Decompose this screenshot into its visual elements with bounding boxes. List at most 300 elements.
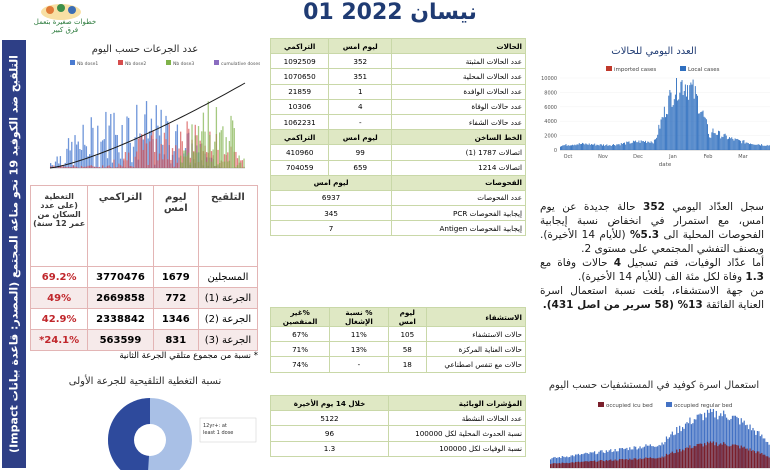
local-case-bar bbox=[701, 112, 702, 150]
x-tick: Nov bbox=[598, 154, 608, 160]
dose2-bar bbox=[122, 166, 123, 168]
dose1-bar bbox=[115, 135, 116, 168]
local-case-bar bbox=[600, 144, 601, 150]
highlight-number: 4 bbox=[614, 257, 621, 269]
local-case-bar bbox=[636, 142, 637, 150]
icu-bed-bar bbox=[634, 458, 635, 468]
local-case-bar bbox=[653, 143, 654, 150]
hosp-label: حالات العناية المركزة bbox=[427, 342, 526, 357]
dose2-bar bbox=[97, 167, 98, 168]
test-value: 7 bbox=[271, 221, 392, 236]
legend-imported: imported cases bbox=[614, 67, 656, 73]
icu-bed-bar bbox=[651, 458, 652, 468]
icu-bed-bar bbox=[678, 452, 679, 468]
icu-bed-bar bbox=[745, 449, 746, 468]
vax-header-total: التراكمي bbox=[88, 186, 153, 267]
case-daily: 351 bbox=[329, 69, 392, 84]
icu-bed-bar bbox=[601, 460, 602, 468]
local-case-bar bbox=[590, 145, 591, 150]
local-case-bar bbox=[635, 141, 636, 150]
local-case-bar bbox=[696, 94, 697, 150]
legend-swatch bbox=[214, 60, 219, 65]
vax-row-label: الجرعة (3) bbox=[198, 330, 257, 351]
dose2-bar bbox=[156, 139, 157, 168]
icu-bed-bar bbox=[623, 460, 624, 468]
dose3-bar bbox=[198, 126, 199, 168]
y-tick: 10000 bbox=[541, 76, 557, 82]
table-row bbox=[271, 426, 526, 441]
icu-bed-bar bbox=[582, 462, 583, 468]
icu-bed-bar bbox=[719, 445, 720, 468]
dose1-bar bbox=[109, 126, 110, 168]
dose1-bar bbox=[104, 139, 105, 168]
dose1-bar bbox=[148, 138, 149, 168]
local-case-bar bbox=[657, 135, 658, 150]
icu-bed-bar bbox=[554, 463, 555, 468]
dose2-bar bbox=[110, 167, 111, 168]
icu-bed-bar bbox=[553, 463, 554, 468]
case-total: 21859 bbox=[271, 84, 329, 99]
hotline-daily: 99 bbox=[329, 145, 392, 160]
dose2-bar bbox=[169, 124, 170, 168]
local-case-bar bbox=[619, 144, 620, 150]
legend-local: Local cases bbox=[688, 67, 720, 73]
legend-icu: occupied icu bed bbox=[606, 403, 653, 409]
dose1-bar bbox=[100, 142, 101, 168]
dose1-bar bbox=[78, 142, 79, 168]
icu-bed-bar bbox=[653, 458, 654, 468]
local-case-bar bbox=[612, 145, 613, 150]
local-case-bar bbox=[728, 139, 729, 150]
dose2-bar bbox=[76, 167, 77, 168]
local-case-bar bbox=[715, 133, 716, 150]
icu-bed-bar bbox=[573, 463, 574, 468]
icu-bed-bar bbox=[569, 463, 570, 468]
dose3-bar bbox=[180, 156, 181, 168]
local-case-bar bbox=[747, 143, 748, 150]
coverage-donut bbox=[80, 392, 260, 470]
dose3-bar bbox=[213, 149, 214, 168]
epi-table bbox=[270, 395, 526, 457]
dose1-bar bbox=[130, 143, 131, 168]
local-case-bar bbox=[663, 117, 664, 150]
local-case-bar bbox=[627, 142, 628, 150]
side-banner bbox=[2, 40, 26, 468]
hosp-daily: 105 bbox=[388, 327, 426, 342]
case-label: عدد حالات الشفاء bbox=[392, 114, 526, 129]
icu-bed-bar bbox=[703, 446, 704, 468]
icu-bed-bar bbox=[565, 463, 566, 468]
dose3-bar bbox=[211, 162, 212, 168]
icu-bed-bar bbox=[637, 460, 638, 468]
local-case-bar bbox=[587, 144, 588, 150]
text: أما عدّاد الوفيات، فتم تسجيل bbox=[621, 257, 764, 269]
x-tick: Oct bbox=[564, 154, 573, 160]
vaccination-chart-svg bbox=[30, 58, 260, 182]
dose3-bar bbox=[200, 147, 201, 168]
local-case-bar bbox=[661, 119, 662, 150]
icu-bed-bar bbox=[657, 458, 658, 468]
local-case-bar bbox=[606, 144, 607, 150]
icu-bed-bar bbox=[760, 454, 761, 468]
text: سجل العدّاد اليومي bbox=[665, 201, 764, 213]
local-case-bar bbox=[719, 131, 720, 150]
table-row bbox=[271, 190, 526, 205]
case-label: عدد الحالات المحلية bbox=[392, 69, 526, 84]
legend-swatch-regular bbox=[666, 402, 672, 407]
dose3-bar bbox=[227, 162, 228, 168]
dose2-bar bbox=[242, 160, 243, 168]
local-case-bar bbox=[592, 145, 593, 150]
legend-label: Nb dose3 bbox=[173, 61, 194, 67]
local-case-bar bbox=[735, 138, 736, 150]
table-row bbox=[271, 160, 526, 175]
dose2-bar bbox=[102, 165, 103, 168]
dose1-bar bbox=[96, 156, 97, 168]
local-case-bar bbox=[665, 117, 666, 150]
local-case-bar bbox=[764, 146, 765, 150]
local-case-bar bbox=[763, 146, 764, 150]
icu-bed-bar bbox=[738, 446, 739, 468]
local-case-bar bbox=[707, 124, 708, 150]
icu-bed-bar bbox=[632, 460, 633, 468]
dose2-bar bbox=[157, 160, 158, 168]
dose2-bar bbox=[144, 134, 145, 168]
dose2-bar bbox=[96, 167, 97, 168]
icu-bed-bar bbox=[679, 449, 680, 468]
page-title: 01 نيسان 2022 bbox=[0, 0, 780, 25]
dose3-bar bbox=[209, 135, 210, 168]
local-case-bar bbox=[562, 145, 563, 150]
local-case-bar bbox=[736, 139, 737, 150]
y-tick: 2000 bbox=[544, 134, 557, 140]
dose2-bar bbox=[120, 165, 121, 168]
local-case-bar bbox=[749, 144, 750, 150]
icu-bed-bar bbox=[595, 462, 596, 468]
local-case-bar bbox=[643, 141, 644, 150]
local-case-bar bbox=[595, 146, 596, 150]
local-case-bar bbox=[570, 145, 571, 150]
y-tick: 0 bbox=[554, 148, 557, 154]
local-case-bar bbox=[745, 144, 746, 150]
dose3-bar bbox=[235, 167, 236, 168]
case-total: 1092509 bbox=[271, 54, 329, 69]
vax-header-type: التلقيح bbox=[198, 186, 257, 267]
local-case-bar bbox=[759, 145, 760, 150]
local-case-bar bbox=[760, 145, 761, 150]
icu-bed-bar bbox=[725, 444, 726, 468]
local-case-bar bbox=[689, 85, 690, 150]
icu-bed-bar bbox=[568, 463, 569, 468]
dose3-bar bbox=[224, 162, 225, 168]
epi-label: نسبة الحدوث المحلية لكل 100000 bbox=[389, 426, 526, 441]
local-case-bar bbox=[602, 146, 603, 150]
icu-bed-bar bbox=[654, 458, 655, 468]
dose2-bar bbox=[141, 134, 142, 168]
local-case-bar bbox=[738, 140, 739, 150]
local-case-bar bbox=[615, 146, 616, 150]
dose1-bar bbox=[66, 149, 67, 168]
local-case-bar bbox=[656, 138, 657, 150]
vax-row-daily: 772 bbox=[153, 288, 198, 309]
icu-bed-bar bbox=[664, 456, 665, 468]
local-case-bar bbox=[591, 144, 592, 150]
local-case-bar bbox=[726, 136, 727, 150]
legend-swatch-icu bbox=[598, 402, 604, 407]
icu-bed-bar bbox=[604, 461, 605, 468]
x-tick: Dec bbox=[633, 154, 643, 160]
local-case-bar bbox=[577, 144, 578, 150]
vax-row-label: الجرعة (2) bbox=[198, 309, 257, 330]
icu-bed-bar bbox=[676, 450, 677, 468]
dose2-bar bbox=[84, 167, 85, 168]
dose1-bar bbox=[97, 126, 98, 168]
dose2-bar bbox=[162, 159, 163, 168]
local-case-bar bbox=[743, 140, 744, 150]
icu-bed-bar bbox=[744, 447, 745, 468]
dose2-bar bbox=[131, 166, 132, 168]
dose2-bar bbox=[123, 159, 124, 168]
coverage-donut-svg bbox=[80, 392, 260, 470]
epi-value: 1.3 bbox=[271, 441, 389, 456]
local-case-bar bbox=[569, 146, 570, 150]
icu-bed-bar bbox=[764, 455, 765, 468]
local-case-bar bbox=[769, 145, 770, 150]
dose1-bar bbox=[133, 147, 134, 168]
dose2-bar bbox=[91, 165, 92, 168]
hotline-header-label: الخط الساخن bbox=[392, 130, 526, 145]
local-case-bar bbox=[705, 118, 706, 150]
vaccination-footnote: * نسبة من مجموع متلقي الجرعة الثانية bbox=[30, 351, 258, 361]
dose2-bar bbox=[68, 167, 69, 168]
icu-bed-bar bbox=[559, 463, 560, 468]
local-case-bar bbox=[640, 143, 641, 150]
icu-bed-bar bbox=[562, 463, 563, 468]
test-label: إيجابية الفحوصات PCR bbox=[392, 206, 526, 221]
dose2-bar bbox=[177, 163, 178, 168]
local-case-bar bbox=[710, 138, 711, 150]
icu-bed-bar bbox=[645, 457, 646, 468]
local-case-bar bbox=[631, 143, 632, 150]
vax-row-coverage: 49% bbox=[31, 288, 88, 309]
local-case-bar bbox=[667, 114, 668, 150]
local-case-bar bbox=[664, 107, 665, 150]
local-case-bar bbox=[622, 144, 623, 150]
summary-paragraph-3 bbox=[540, 284, 764, 312]
table-row bbox=[271, 342, 526, 357]
hosp-occupancy: 13% bbox=[330, 342, 388, 357]
local-case-bar bbox=[766, 146, 767, 150]
icu-bed-bar bbox=[726, 445, 727, 468]
table-row bbox=[271, 114, 526, 129]
table-row bbox=[271, 357, 526, 372]
local-case-bar bbox=[633, 141, 634, 150]
local-case-bar bbox=[758, 144, 759, 150]
local-case-bar bbox=[737, 139, 738, 150]
dose1-bar bbox=[71, 142, 72, 168]
dose2-bar bbox=[167, 159, 168, 168]
dose1-bar bbox=[70, 150, 71, 168]
epi-label: نسبة الوفيات لكل 100000 bbox=[389, 441, 526, 456]
icu-bed-bar bbox=[763, 455, 764, 468]
icu-bed-bar bbox=[616, 461, 617, 468]
icu-bed-bar bbox=[648, 458, 649, 468]
dose2-bar bbox=[115, 167, 116, 168]
test-value: 6937 bbox=[271, 190, 392, 205]
dose1-bar bbox=[86, 146, 87, 168]
icu-bed-bar bbox=[620, 459, 621, 468]
dose3-bar bbox=[219, 132, 220, 168]
hosp-label: حالات الاستشفاء bbox=[427, 327, 526, 342]
dose2-bar bbox=[138, 139, 139, 168]
icu-bed-bar bbox=[629, 459, 630, 468]
x-tick: Mar bbox=[738, 154, 748, 160]
dose3-bar bbox=[237, 165, 238, 168]
hosp-unvax: 67% bbox=[271, 327, 330, 342]
summary-paragraph-2 bbox=[540, 256, 764, 284]
dose2-bar bbox=[235, 152, 236, 168]
epi-header-label: المؤشرات الوبائية bbox=[389, 396, 526, 411]
icu-bed-bar bbox=[720, 443, 721, 468]
icu-bed-bar bbox=[659, 458, 660, 468]
highlight-number: 13% bbox=[678, 299, 703, 311]
dose2-bar bbox=[165, 139, 166, 168]
local-case-bar bbox=[699, 113, 700, 150]
icu-bed-bar bbox=[600, 460, 601, 468]
icu-bed-bar bbox=[663, 457, 664, 468]
icu-bed-bar bbox=[713, 441, 714, 468]
dose2-bar bbox=[148, 165, 149, 168]
dose2-bar bbox=[60, 167, 61, 168]
local-case-bar bbox=[566, 144, 567, 150]
local-case-bar bbox=[575, 145, 576, 150]
local-case-bar bbox=[659, 129, 660, 150]
local-case-bar bbox=[561, 146, 562, 150]
vaccination-chart bbox=[30, 58, 260, 182]
dose2-bar bbox=[149, 141, 150, 168]
local-case-bar bbox=[621, 143, 622, 150]
local-case-bar bbox=[714, 133, 715, 150]
dose1-bar bbox=[112, 163, 113, 168]
icu-bed-bar bbox=[752, 450, 753, 468]
icu-bed-bar bbox=[661, 457, 662, 468]
dose2-bar bbox=[99, 167, 100, 168]
local-case-bar bbox=[632, 143, 633, 150]
highlight-number: 352 bbox=[643, 201, 665, 213]
local-case-bar bbox=[567, 146, 568, 150]
icu-bed-bar bbox=[607, 461, 608, 468]
icu-bed-bar bbox=[612, 461, 613, 468]
table-row bbox=[31, 330, 258, 351]
local-case-bar bbox=[711, 132, 712, 150]
icu-bed-bar bbox=[639, 458, 640, 468]
bed-chart-title: استعمال اسرة كوفيد في المستشفيات حسب اليوم bbox=[540, 380, 768, 391]
dose3-bar bbox=[182, 163, 183, 168]
dose2-bar bbox=[128, 153, 129, 168]
local-case-bar bbox=[679, 93, 680, 150]
legend-swatch-imported bbox=[606, 66, 612, 71]
icu-bed-bar bbox=[575, 462, 576, 468]
dose2-bar bbox=[107, 166, 108, 168]
icu-bed-bar bbox=[698, 444, 699, 468]
dose1-bar bbox=[84, 145, 85, 168]
icu-bed-bar bbox=[597, 462, 598, 468]
local-case-bar bbox=[678, 99, 679, 150]
icu-bed-bar bbox=[675, 453, 676, 468]
icu-bed-bar bbox=[566, 463, 567, 468]
dose1-bar bbox=[122, 125, 123, 168]
dose2-bar bbox=[159, 154, 160, 168]
local-case-bar bbox=[757, 145, 758, 150]
icu-bed-bar bbox=[710, 441, 711, 468]
highlight-number: (58 سرير من اصل 431). bbox=[543, 299, 678, 311]
icu-bed-bar bbox=[591, 461, 592, 468]
local-case-bar bbox=[684, 91, 685, 150]
icu-bed-bar bbox=[550, 464, 551, 468]
highlight-number: 5.3% bbox=[630, 229, 659, 241]
icu-bed-bar bbox=[717, 446, 718, 468]
icu-bed-bar bbox=[656, 458, 657, 468]
local-case-bar bbox=[668, 96, 669, 150]
local-case-bar bbox=[630, 144, 631, 150]
dose2-bar bbox=[94, 167, 95, 168]
hosp-occupancy: 11% bbox=[330, 327, 388, 342]
table-row bbox=[31, 309, 258, 330]
local-case-bar bbox=[648, 142, 649, 150]
icu-bed-bar bbox=[628, 460, 629, 468]
icu-bed-bar bbox=[767, 456, 768, 468]
icu-bed-bar bbox=[603, 461, 604, 468]
table-row bbox=[271, 411, 526, 426]
icu-bed-bar bbox=[722, 445, 723, 468]
local-case-bar bbox=[669, 90, 670, 150]
cases-header-label: الحالات bbox=[392, 39, 526, 54]
hotline-header-daily: ليوم امس bbox=[329, 130, 392, 145]
table-row bbox=[271, 327, 526, 342]
local-case-bar bbox=[617, 144, 618, 150]
dose2-bar bbox=[174, 167, 175, 168]
dose2-bar bbox=[87, 166, 88, 168]
local-case-bar bbox=[620, 145, 621, 150]
icu-bed-bar bbox=[735, 444, 736, 468]
icu-bed-bar bbox=[701, 444, 702, 468]
dose3-bar bbox=[229, 141, 230, 168]
dose3-bar bbox=[203, 113, 204, 168]
dose1-bar bbox=[79, 149, 80, 168]
legend-swatch bbox=[70, 60, 75, 65]
icu-bed-bar bbox=[707, 442, 708, 468]
local-case-bar bbox=[751, 144, 752, 150]
local-case-bar bbox=[683, 95, 684, 150]
dose2-bar bbox=[118, 164, 119, 168]
local-case-bar bbox=[717, 135, 718, 150]
local-case-bar bbox=[658, 125, 659, 150]
icu-bed-bar bbox=[631, 460, 632, 468]
logo-tagline: خطوات صغيرة بتعمل فرق كبير bbox=[30, 18, 100, 34]
cases-header-daily: ليوم امس bbox=[329, 39, 392, 54]
coverage-donut-title: نسبة التغطية التلقيحية للجرعة الأولى bbox=[30, 376, 260, 387]
summary-paragraph-1 bbox=[540, 200, 764, 256]
icu-bed-bar bbox=[708, 443, 709, 468]
cases-header-total: التراكمي bbox=[271, 39, 329, 54]
dose2-bar bbox=[65, 167, 66, 168]
local-case-bar bbox=[690, 83, 691, 150]
icu-bed-bar bbox=[641, 459, 642, 468]
icu-bed-bar bbox=[587, 461, 588, 468]
icu-bed-bar bbox=[758, 451, 759, 468]
local-case-bar bbox=[698, 114, 699, 150]
case-daily: 1 bbox=[329, 84, 392, 99]
